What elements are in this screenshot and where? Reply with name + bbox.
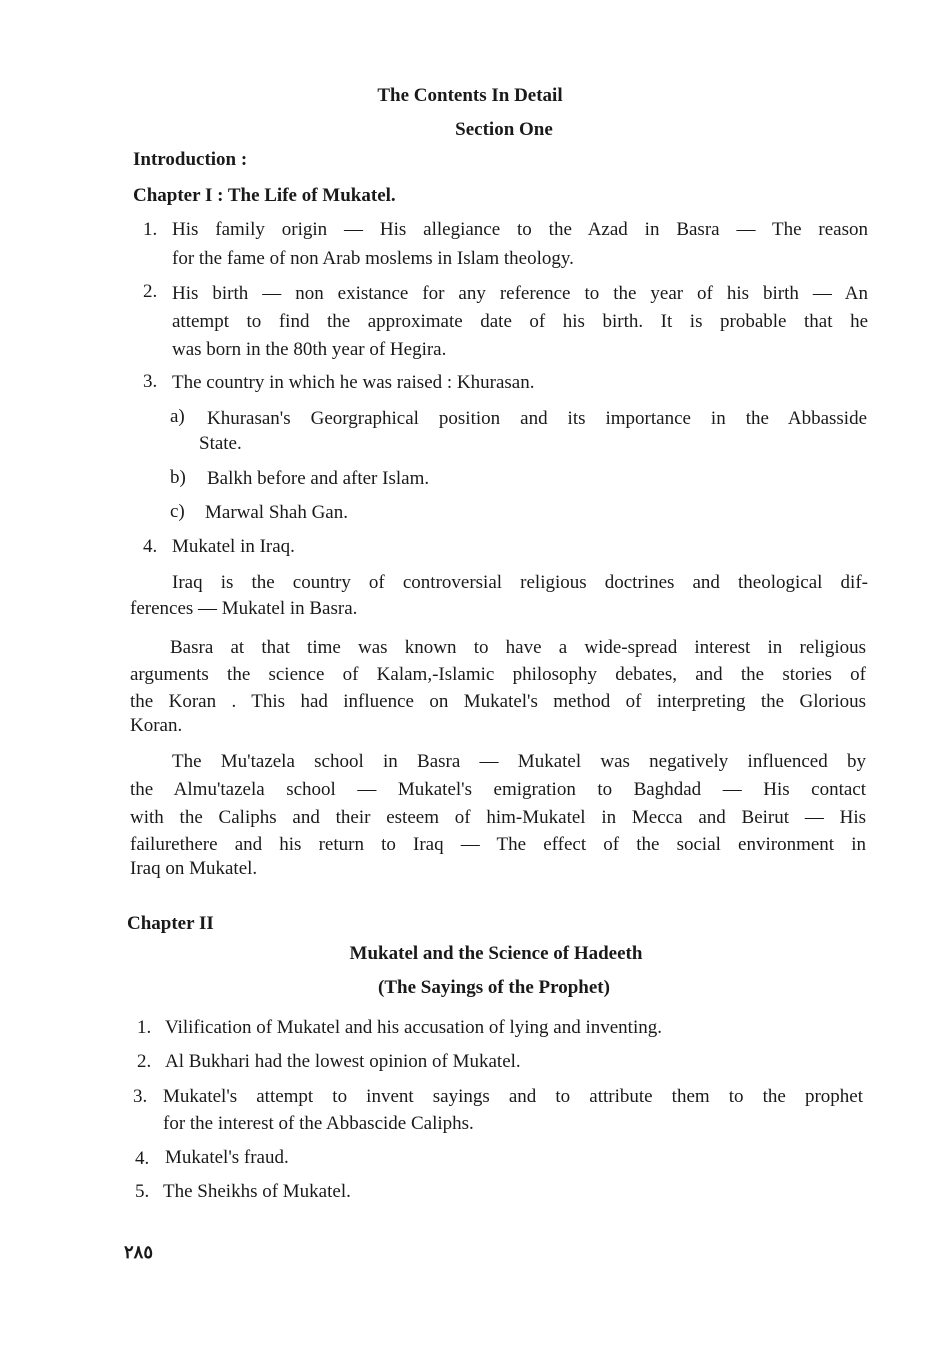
para-2-line-4: Koran. bbox=[130, 715, 183, 736]
item-4-text: Mukatel in Iraq. bbox=[172, 536, 295, 557]
introduction-label: Introduction : bbox=[133, 149, 248, 170]
ch2-item-1-text: Vilification of Mukatel and his accusation of lying and inventing. bbox=[165, 1017, 662, 1038]
chapter-2-subtitle: (The Sayings of the Prophet) bbox=[378, 977, 610, 998]
item-3-number: 3. bbox=[143, 371, 158, 392]
ch2-item-3-line-2: for the interest of the Abbascide Caliphs. bbox=[163, 1113, 474, 1134]
para-2-line-3: the Koran . This had influence on Mukatel's method of interpreting the Glorious bbox=[130, 691, 866, 712]
item-3c-text: Marwal Shah Gan. bbox=[205, 502, 348, 523]
item-1-line-2: for the fame of non Arab moslems in Islam theology. bbox=[172, 248, 574, 269]
item-1-number: 1. bbox=[143, 219, 158, 240]
item-2-line-1: His birth — non existance for any reference to the year of his birth — An bbox=[172, 283, 868, 304]
item-2-line-3: was born in the 80th year of Hegira. bbox=[172, 339, 447, 360]
ch2-item-1-number: 1. bbox=[137, 1017, 152, 1038]
ch2-item-2-number: 2. bbox=[137, 1051, 152, 1072]
ch2-item-4-text: Mukatel's fraud. bbox=[165, 1147, 289, 1168]
para-1-line-2: ferences — Mukatel in Basra. bbox=[130, 598, 358, 619]
ch2-item-3-line-1: Mukatel's attempt to invent sayings and to attribute them to the prophet bbox=[163, 1086, 863, 1107]
item-3a-label: a) bbox=[170, 406, 185, 427]
contents-title: The Contents In Detail bbox=[377, 85, 563, 106]
chapter-1-title: Chapter I : The Life of Mukatel. bbox=[133, 185, 396, 206]
para-2-line-1: Basra at that time was known to have a wide-spread interest in religious bbox=[170, 637, 866, 658]
item-4-number: 4. bbox=[143, 536, 158, 557]
page-number: ٢٨٥ bbox=[124, 1242, 154, 1262]
para-3-line-1: The Mu'tazela school in Basra — Mukatel was negatively influenced by bbox=[172, 751, 866, 772]
para-3-line-5: Iraq on Mukatel. bbox=[130, 858, 258, 879]
para-3-line-2: the Almu'tazela school — Mukatel's emigration to Baghdad — His contact bbox=[130, 779, 866, 800]
para-2-line-2: arguments the science of Kalam,-Islamic philosophy debates, and the stories of bbox=[130, 664, 866, 685]
item-3c-label: c) bbox=[170, 501, 185, 522]
item-3b-label: b) bbox=[170, 467, 186, 488]
para-3-line-3: with the Caliphs and their esteem of him-Mukatel in Mecca and Beirut — His bbox=[130, 807, 866, 828]
para-1-line-1: Iraq is the country of controversial religious doctrines and theological dif- bbox=[172, 572, 868, 593]
item-3b-text: Balkh before and after Islam. bbox=[207, 468, 430, 489]
section-heading: Section One bbox=[455, 119, 553, 140]
item-2-line-2: attempt to find the approximate date of his birth. It is probable that he bbox=[172, 311, 868, 332]
chapter-2-label: Chapter II bbox=[127, 913, 214, 934]
ch2-item-3-number: 3. bbox=[133, 1086, 148, 1107]
ch2-item-4-number: 4. bbox=[135, 1148, 150, 1169]
item-3a-line-2: State. bbox=[199, 433, 242, 454]
item-3a-line-1: Khurasan's Georgraphical position and its importance in the Abbasside bbox=[207, 408, 867, 429]
ch2-item-2-text: Al Bukhari had the lowest opinion of Mukatel. bbox=[165, 1051, 521, 1072]
item-2-number: 2. bbox=[143, 281, 158, 302]
chapter-2-title: Mukatel and the Science of Hadeeth bbox=[349, 943, 643, 964]
ch2-item-5-text: The Sheikhs of Mukatel. bbox=[163, 1181, 351, 1202]
item-3-text: The country in which he was raised : Khurasan. bbox=[172, 372, 535, 393]
ch2-item-5-number: 5. bbox=[135, 1181, 150, 1202]
para-3-line-4: failurethere and his return to Iraq — The effect of the social environment in bbox=[130, 834, 866, 855]
item-1-line-1: His family origin — His allegiance to the Azad in Basra — The reason bbox=[172, 219, 868, 240]
